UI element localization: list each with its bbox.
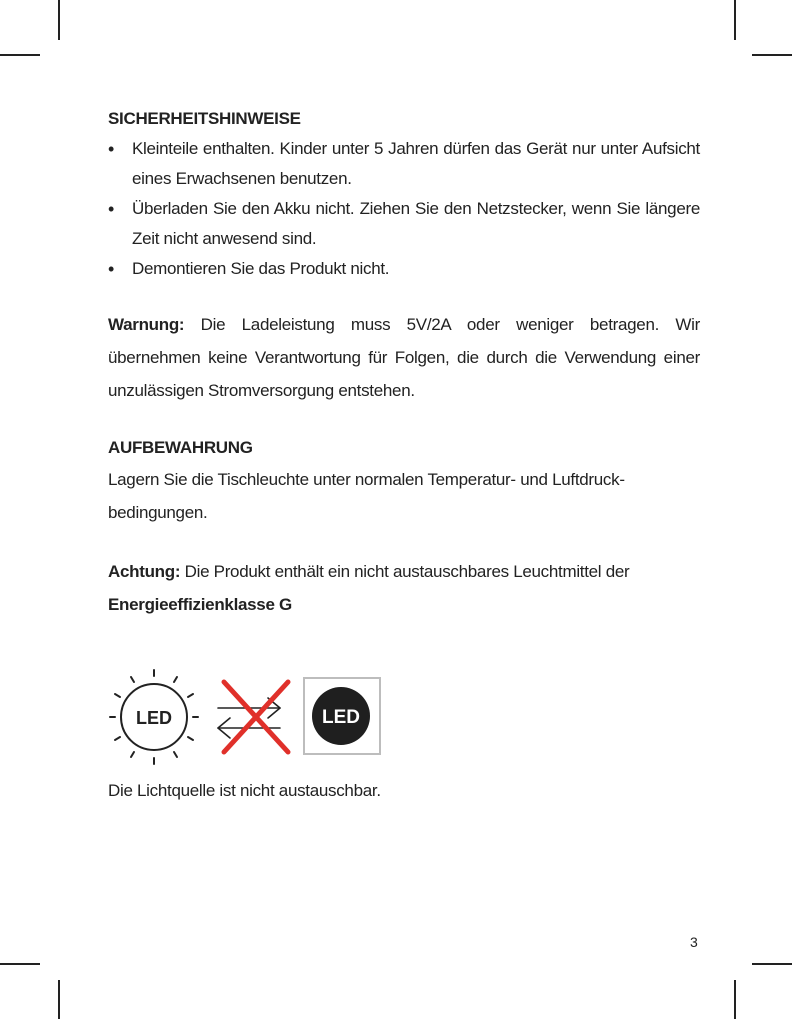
crop-mark xyxy=(0,54,40,56)
crop-mark xyxy=(752,963,792,965)
list-item: • Überladen Sie den Akku nicht. Ziehen Sie den Netzstecker, wenn Sie längere Zeit nicht anwesend sind. xyxy=(108,194,700,254)
led-badge-label: LED xyxy=(322,707,360,728)
energy-class: Energieeffizienklasse G xyxy=(108,595,292,614)
crop-mark xyxy=(0,963,40,965)
safety-heading: SICHERHEITSHINWEISE xyxy=(108,109,301,128)
icon-caption: Die Lichtquelle ist nicht austauschbar. xyxy=(108,781,381,800)
attention-text: Die Produkt enthält ein nicht austauschbares Leuchtmittel der xyxy=(180,562,630,581)
storage-heading: AUFBEWAHRUNG xyxy=(108,438,253,457)
list-item: • Kleinteile enthalten. Kinder unter 5 Jahren dürfen das Gerät nur unter Aufsicht eines Erwachsenen benutzen. xyxy=(108,134,700,194)
attention-label: Achtung: xyxy=(108,562,181,581)
list-item: • Demontieren Sie das Produkt nicht. xyxy=(108,254,700,284)
attention-paragraph xyxy=(108,555,668,621)
crop-mark xyxy=(752,54,792,56)
crop-mark xyxy=(734,0,736,40)
crop-mark xyxy=(734,980,736,1019)
warning-label: Warnung: xyxy=(108,315,185,334)
warning-text: Die Ladeleistung muss 5V/2A oder weniger betragen. Wir übernehmen keine Verantwortung für Folgen, die durch die Verwendung einer unzulässigen Stromversorgung entstehen. xyxy=(108,315,700,400)
crop-mark xyxy=(58,0,60,40)
safety-list xyxy=(108,134,700,284)
crop-mark xyxy=(58,980,60,1019)
led-sun-label: LED xyxy=(136,708,172,728)
not-replaceable-icon xyxy=(218,682,288,752)
storage-text: Lagern Sie die Tischleuchte unter normalen Temperatur- und Luftdruck-bedingungen. xyxy=(108,470,625,522)
warning-paragraph xyxy=(108,308,700,407)
page-number: 3 xyxy=(690,934,698,950)
page-content xyxy=(108,104,700,621)
light-source-icons xyxy=(108,666,398,776)
